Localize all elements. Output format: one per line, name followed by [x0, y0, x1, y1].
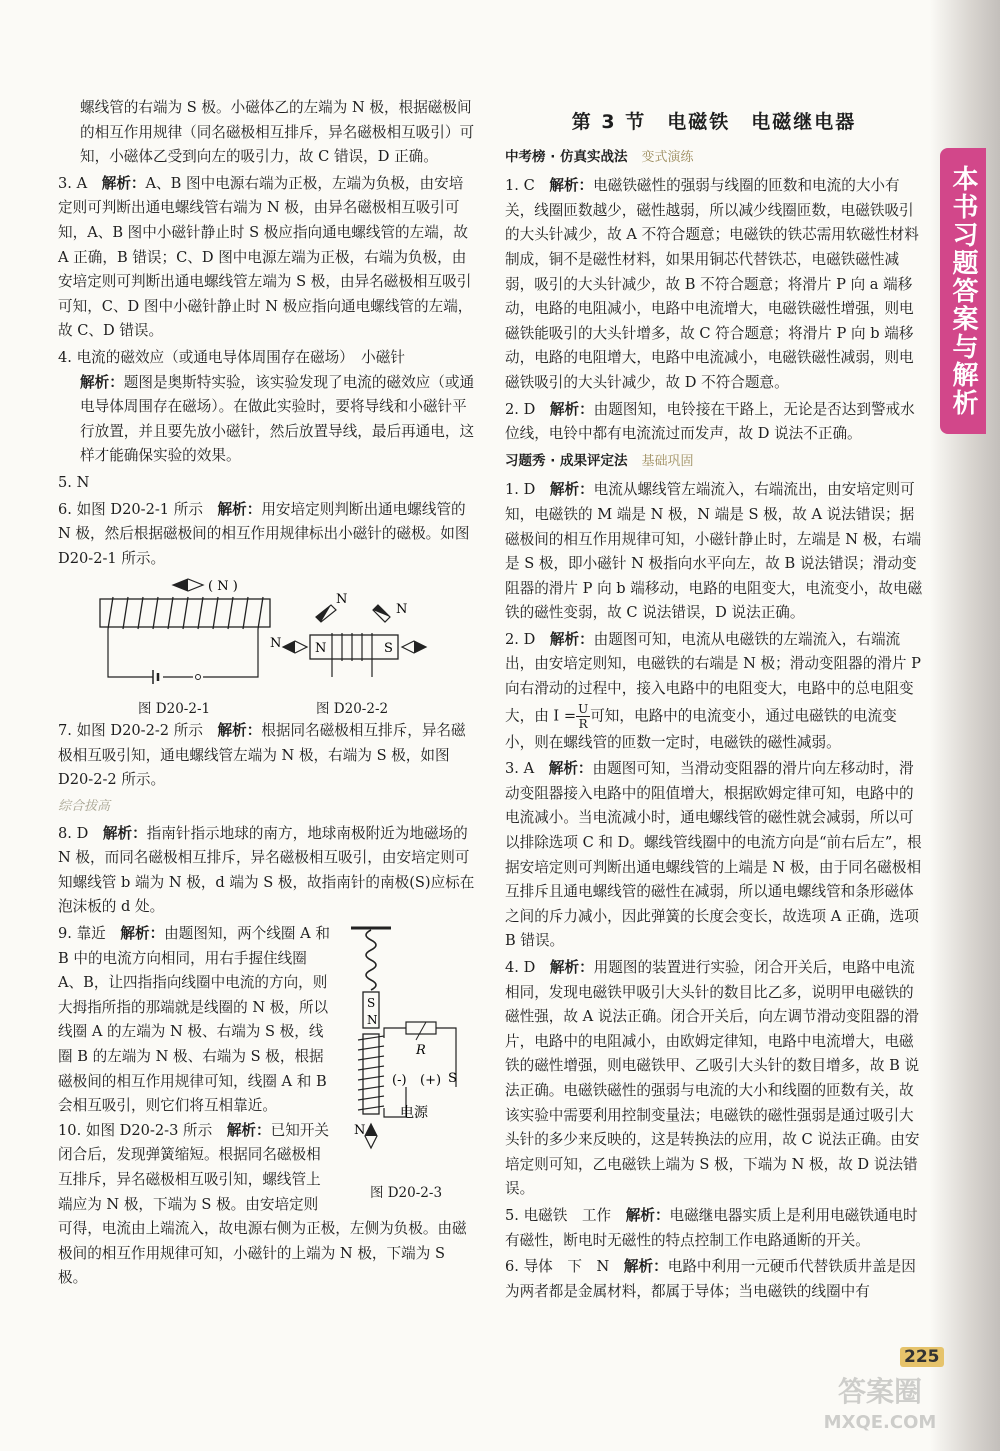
exam-answer-1	[505, 174, 923, 395]
analysis-text: 指南针指示地球的南方，地球南极附近为地磁场的 N 极，而同名磁极相互排斥，异名磁极相互吸引，由安培定则可知螺线管 b 端为 N 极，d 端为 S 极，故指南针的南极(S)应标在泡沫板的 d 处。	[58, 824, 475, 916]
answer-4	[58, 346, 476, 469]
figure-caption: 图 D20-2-3	[369, 1184, 443, 1201]
analysis-label: 解析：	[217, 500, 262, 518]
figure-d20-2-3-drawing	[336, 922, 476, 1172]
sub-heading: 综合拔高	[58, 799, 111, 815]
section-head-exam	[505, 145, 923, 171]
analysis-label: 解析：	[101, 174, 146, 192]
answer-number: 1. D	[505, 481, 536, 499]
analysis-label: 解析：	[549, 959, 594, 976]
continuation-paragraph	[58, 96, 476, 170]
analysis-text: 用安培定则判断出通电螺线管的 N 极，然后根据磁极间的相互作用规律标出小磁针的磁极。如图 D20-2-1 所示。	[58, 500, 470, 567]
solenoid-core	[363, 1034, 379, 1114]
figure-d20-2-3	[336, 922, 476, 1205]
figure-d20-2-1	[100, 579, 270, 684]
analysis-text: 题图是奥斯特实验，该实验发现了电流的磁效应（或通电导体周围存在磁场）。在做此实验时，要将导线和小磁针平行放置，并且要先放小磁针，然后放置导线，最后再通电，这样才能确保实验的效果。	[80, 373, 475, 465]
practice-answer-2	[505, 628, 923, 755]
solenoid-pole-n: N	[315, 641, 327, 657]
answer-number: 5. 电磁铁 工作	[505, 1206, 612, 1224]
answer-6	[58, 498, 476, 572]
practice-answer-5	[505, 1204, 923, 1253]
analysis-label: 解析：	[102, 824, 147, 842]
analysis-label: 解析：	[217, 722, 262, 740]
practice-answer-6	[505, 1255, 923, 1304]
section-head-name: 习题秀 · 成果评定法	[505, 452, 628, 469]
analysis-text: 由题图可知，当滑动变阻器的滑片向左移动时，滑动变阻器接入电路中的阻值增大，根据欧姆定律可知，电路中的电流减小。当电流减小时，通电螺线管的磁性就会减弱，所以可以排除选项 C 和 D。螺线管线圈中的电流方向是“前右后左”，根据安培定则可判断出通电螺线管的上端是 N 极，由于同名磁极相互排斥且通电螺线管的磁性在减弱，所以通电螺线管和条形磁体之间的斥力减小，因此弹簧的长度会变长，故选项 A 正确，选项 B 错误。	[505, 760, 922, 950]
analysis-text: 电流从螺线管左端流入，右端流出，由安培定则可知，电磁铁的 M 端是 N 极，N 端是 S 极，故 A 说法错误；据磁极间的相互作用规律可知，小磁针静止时，左端是 N 极，右端是 S 极，即小磁针 N 极指向水平向左，故 B 说法错误；滑动变阻器的滑片 P 向 b 端移动，电路的电阻变大，电流变小，故电磁铁的磁性变弱，故 C 说法错误，D 说法正确。	[505, 481, 923, 622]
figure-caption: 图 D20-2-2	[316, 701, 389, 718]
watermark-url: MXQE.COM	[823, 1412, 937, 1433]
practice-answer-4	[505, 956, 923, 1202]
figure-caption: 图 D20-2-1	[138, 701, 211, 718]
needle-dark-half	[414, 641, 426, 653]
watermark-text: 答案圈	[837, 1375, 922, 1408]
answer-5	[58, 471, 476, 496]
switch-label: S	[448, 1071, 457, 1087]
analysis-text: 由题图知，两个线圈 A 和 B 中的电流方向相同，用右手握住线圈 A、B，让四指指向线圈中电流的方向，则大拇指所指的那端就是线圈的 N 极，所以线圈 A 的左端为 N 极、右端为 S 极，线圈 B 的左端为 N 极、右端为 S 极，根据磁极间的相互作用规律可知，线圈 A 和 B 会相互吸引，则它们将互相靠近。	[58, 925, 330, 1115]
rheostat-slider	[416, 1022, 426, 1040]
analysis-label: 解析：	[548, 760, 593, 778]
analysis-text: 电磁继电器实质上是利用电磁铁通电时有磁性，断电时无磁性的特点控制工作电路通断的开关。	[505, 1206, 918, 1249]
practice-answer-1	[505, 478, 923, 626]
needle-dark-half	[365, 1124, 377, 1136]
analysis-text: 根据同名磁极相互排斥，异名磁极相互吸引知，通电螺线管左端为 N 极，右端为 S 极，如图 D20-2-2 所示。	[58, 722, 466, 789]
analysis-label: 解析：	[226, 1121, 271, 1139]
analysis-label: 解析：	[549, 481, 594, 499]
analysis-label: 解析：	[623, 1258, 668, 1276]
analysis-label: 解析：	[625, 1206, 670, 1224]
fraction	[576, 702, 590, 731]
answer-number: 6. 如图 D20-2-1 所示	[58, 500, 203, 518]
terminal-minus: (-)	[392, 1073, 407, 1089]
analysis-text: 由题图可知，电流从电磁铁的左端流入，右端流出，由安培定则知，电磁铁的右端是 N 极；滑动变阻器的滑片 P 向右滑动的过程中，接入电路中的电阻变大，电路中的总电阻变大，由 I =	[505, 630, 921, 725]
switch-contact	[196, 675, 201, 680]
figure-d20-2-1-and-2	[78, 577, 468, 697]
answer-number: 5. N	[58, 473, 90, 491]
left-column	[58, 96, 476, 1293]
section-head-tag: 变式演练	[641, 149, 694, 165]
answer-number: 3. A	[505, 760, 535, 778]
figure-d20-2-2	[270, 592, 426, 677]
answer-9-and-10	[58, 922, 476, 1291]
watermark-logo	[780, 1370, 980, 1440]
paragraph-text: 螺线管的右端为 S 极。小磁体乙的左端为 N 极，根据磁极间的相互作用规律（同名磁极相互排斥，异名磁极相互吸引）可知，小磁体乙受到向左的吸引力，故 C 错误，D 正确。	[80, 99, 475, 166]
analysis-label: 解析：	[549, 400, 594, 418]
analysis-label: 解析：	[80, 373, 124, 391]
coil-windings	[358, 1036, 384, 1110]
analysis-text: 用题图的装置进行实验，闭合开关后，电路中电流相同，发现电磁铁甲吸引大头针的数目比乙多，说明甲电磁铁的磁性强，故 A 说法正确。闭合开关后，向左调节滑动变阻器的滑片，电路中的电阻减小，由欧姆定律知，电路中电流增大，电磁铁的磁性增强，则电磁铁甲、乙吸引大头针的数目增多，故 B 说法正确。电磁铁磁性的强弱与电流的大小和线圈的匝数有关，故该实验中需要利用控制变量法；电磁铁的磁性强弱是通过吸引大头针的多少来反映的，这是转换法的应用，故 C 说法正确。由安培定则可知，乙电磁铁上端为 S 极，下端为 N 极，故 D 说法错误。	[505, 959, 920, 1198]
pole-label-n: N	[270, 636, 282, 652]
fraction-numerator: U	[578, 701, 589, 716]
pole-label-n: N	[336, 592, 348, 608]
resistor	[406, 1022, 436, 1034]
solenoid-pole-s: S	[384, 641, 393, 657]
figures-row	[78, 577, 476, 717]
analysis-text: A、B 图中电源右端为正极，左端为负极，由安培定则可判断出通电螺线管右端为 N 极，由异名磁极相互吸引可知，A、B 图中小磁针静止时 S 极应指向通电螺线管的左端，故 A 正确，B 错误；C、D 图中电源左端为正极，右端为负极，由安培定则可判断出通电螺线管左端为 S 极，由异名磁极相互吸引可知，C、D 图中小磁针静止时 N 极应指向通电螺线管的左端，故 C、D 错误。	[58, 174, 473, 340]
practice-answer-3	[505, 757, 923, 954]
answer-3	[58, 172, 476, 344]
analysis-label: 解析：	[120, 925, 165, 943]
analysis-text: 电路中利用一元硬币代替铁质井盖是因为两者都是金属材料，都属于导体；当电磁铁的线圈中有	[505, 1258, 916, 1300]
answer-number: 9. 靠近	[58, 925, 106, 943]
circuit-wire	[108, 629, 258, 677]
answer-number: 1. C	[505, 177, 535, 195]
section-head-practice	[505, 449, 923, 475]
lead-wires	[332, 661, 372, 677]
pole-label-n: N	[396, 602, 408, 618]
answer-number: 6. 导体 下 N	[505, 1258, 610, 1276]
needle-label: ( N )	[208, 579, 238, 595]
coil-windings	[332, 633, 372, 661]
answer-7	[58, 719, 476, 793]
answer-number: 4. 电流的磁效应（或通电导体周围存在磁场） 小磁针	[58, 348, 405, 366]
answer-number: 10. 如图 D20-2-3 所示	[58, 1121, 213, 1139]
needle-pole-n: N	[354, 1123, 366, 1139]
page-number: 225	[900, 1347, 944, 1367]
answer-number: 2. D	[505, 630, 536, 648]
spring	[366, 930, 376, 990]
power-source-label: 电源	[400, 1105, 428, 1122]
section-head-name: 中考榜 · 仿真实战法	[505, 148, 628, 165]
answer-number: 7. 如图 D20-2-2 所示	[58, 722, 203, 740]
analysis-text: 可知，电路中的电流变小，通过电磁铁的电流变小，则在螺线管的匝数一定时，电磁铁的磁性减弱。	[505, 707, 897, 751]
right-column	[505, 110, 923, 1306]
section-title: 第 3 节 电磁铁 电磁继电器	[571, 111, 857, 133]
answer-number: 3. A	[58, 174, 88, 192]
needle-dark-half	[173, 579, 188, 591]
analysis-label: 解析：	[549, 177, 594, 195]
resistor-label: R	[416, 1043, 426, 1059]
analysis-text: 由题图知，电铃接在干路上，无论是否达到警戒水位线，电铃中都有电流流过而发声，故 D 说法不正确。	[505, 400, 915, 443]
side-tab: 本书习题答案与解析	[940, 148, 986, 434]
fraction-denominator: R	[578, 716, 588, 731]
needle-dark-half	[283, 641, 295, 653]
exam-answer-2	[505, 398, 923, 447]
magnet-pole-s: S	[367, 996, 376, 1011]
magnet-pole-n: N	[367, 1013, 378, 1028]
terminal-plus: (+)	[420, 1073, 442, 1089]
answer-number: 8. D	[58, 824, 89, 842]
section-head-tag: 基础巩固	[641, 453, 694, 469]
analysis-text: 已知开关闭合后，发现弹簧缩短。根据同名磁极相互排斥，异名磁极相互吸引知，螺线管上端应为 N 极，下端为 S 极。由安培定则可得，电流由上端流入，故电源右侧为正极，左侧为负极。由磁极间的相互作用规律可知，小磁针的上端为 N 极，下端为 S 极。	[58, 1121, 467, 1287]
answer-8	[58, 822, 476, 920]
analysis-label: 解析：	[549, 630, 594, 648]
answer-number: 4. D	[505, 959, 536, 976]
answer-number: 2. D	[505, 400, 536, 418]
analysis-text: 电磁铁磁性的强弱与线圈的匝数和电流的大小有关，线圈匝数越少，磁性越弱，所以减少线圈匝数，电磁铁吸引的大头针减少，故 A 不符合题意；电磁铁的铁芯需用软磁性材料制成，铜不是磁性材料，如果用铜芯代替铁芯，电磁铁磁性减弱，吸引的大头针减少，故 B 不符合题意；将滑片 P 向 a 端移动，电路的电阻减小，电路中电流增大，电磁铁磁性增强，则电磁铁能吸引的大头针增多，故 C 符合题意；将滑片 P 向 b 端移动，电路的电阻增大，电路中电流减小，电磁铁磁性减弱，则电磁铁吸引的大头针减少，故 D 不符合题意。	[505, 177, 919, 391]
coil-windings	[108, 597, 263, 629]
